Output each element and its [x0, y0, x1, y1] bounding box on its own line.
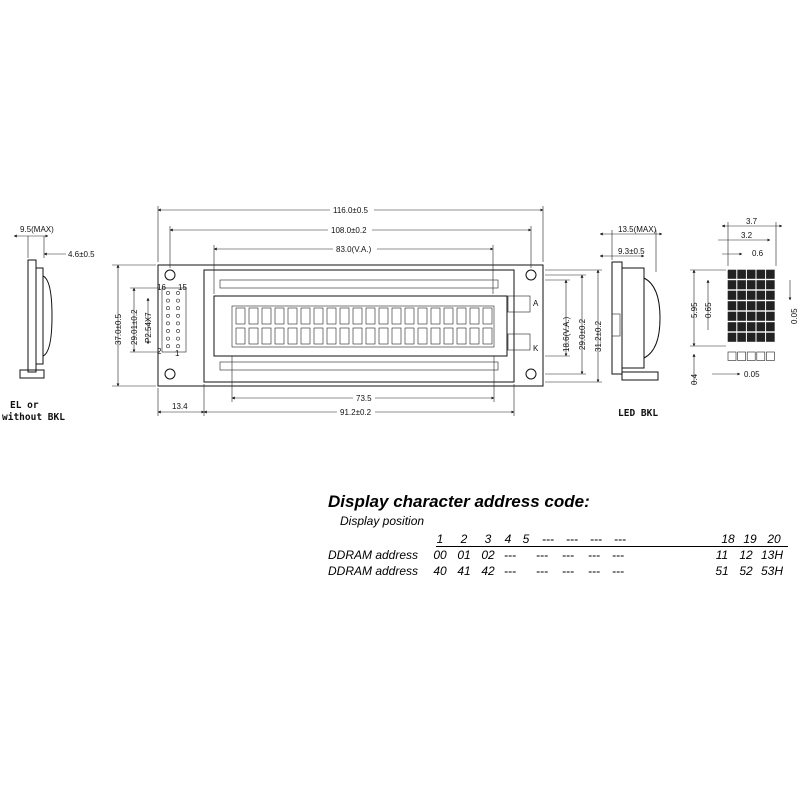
cursor-dot — [747, 352, 755, 361]
matrix-dot — [757, 291, 765, 300]
char-cell — [288, 308, 297, 324]
pcb-outline — [158, 265, 543, 386]
position-underline — [436, 546, 788, 547]
ddram-row-2 — [328, 564, 788, 580]
pin — [166, 337, 169, 340]
ddram-row-2-cell: --- — [562, 564, 574, 578]
pin — [166, 329, 169, 332]
matrix-dot — [728, 333, 736, 342]
matrix-dot — [747, 333, 755, 342]
char-cell — [301, 308, 310, 324]
ddram-row-1 — [328, 548, 788, 564]
pin — [166, 345, 169, 348]
matrix-dot — [747, 323, 755, 332]
char-cell — [405, 328, 414, 344]
pin — [166, 299, 169, 302]
dim-dot-gap: 0.05 — [790, 308, 799, 324]
ddram-row-2-cell: 51 — [715, 564, 729, 578]
dim-side-left-max: 9.5(MAX) — [20, 225, 54, 234]
matrix-dot — [766, 302, 774, 311]
cursor-dot — [766, 352, 774, 361]
char-cell — [288, 328, 297, 344]
dim-offset-left: 13.4 — [172, 402, 188, 411]
position-cell: --- — [542, 532, 554, 546]
matrix-dot — [766, 291, 774, 300]
matrix-dot — [728, 323, 736, 332]
char-cell — [444, 308, 453, 324]
ddram-row-1-cell: --- — [588, 548, 600, 562]
position-cell: 1 — [436, 532, 444, 546]
char-cell — [457, 328, 466, 344]
char-cell — [353, 308, 362, 324]
char-cell — [262, 308, 271, 324]
char-cell — [327, 308, 336, 324]
matrix-dot — [757, 270, 765, 279]
matrix-dot — [738, 302, 746, 311]
dim-overall-height: 37.0±0.5 — [114, 313, 123, 345]
char-cell — [470, 328, 479, 344]
ddram-row-1-cell: --- — [562, 548, 574, 562]
cursor-dot — [728, 352, 736, 361]
matrix-dot — [738, 281, 746, 290]
cathode-label: K — [533, 344, 539, 353]
mount-hole-tl — [165, 270, 175, 280]
matrix-dot — [757, 302, 765, 311]
pin-16-label: 16 — [157, 283, 166, 292]
ddram-row-2-cell: --- — [588, 564, 600, 578]
ddram-row-1-cell: 02 — [481, 548, 495, 562]
ddram-row-2-cell: --- — [536, 564, 548, 578]
char-cell — [431, 328, 440, 344]
address-code-subtitle: Display position — [340, 514, 425, 528]
position-cell: 20 — [767, 532, 781, 546]
matrix-dot — [747, 302, 755, 311]
ddram-row-1-cell: 12 — [739, 548, 753, 562]
position-cell: 19 — [743, 532, 757, 546]
matrix-dot — [728, 312, 736, 321]
matrix-dot — [728, 291, 736, 300]
pin — [176, 307, 179, 310]
dim-cursor-gap: 0.4 — [690, 373, 699, 385]
char-cell — [249, 308, 258, 324]
dim-hole-spacing: 108.0±0.2 — [331, 226, 367, 235]
ddram-row-2-cell: --- — [504, 564, 516, 578]
ddram-row-2-cell: 52 — [739, 564, 753, 578]
position-cell: --- — [590, 532, 602, 546]
matrix-dot — [757, 323, 765, 332]
position-cell: 18 — [721, 532, 735, 546]
left-side-view — [14, 225, 95, 378]
char-cell — [418, 308, 427, 324]
matrix-dot — [766, 281, 774, 290]
char-cell — [275, 308, 284, 324]
pin — [176, 345, 179, 348]
pin — [166, 307, 169, 310]
position-cell: 3 — [484, 532, 492, 546]
matrix-dot — [738, 291, 746, 300]
matrix-dot — [747, 291, 755, 300]
matrix-dot — [757, 281, 765, 290]
matrix-dot — [728, 302, 736, 311]
ddram-row-1-cell: --- — [536, 548, 548, 562]
dim-dot-pitch-h: 3.2 — [741, 231, 753, 240]
ddram-row-2-cell: 42 — [481, 564, 495, 578]
character-cells — [236, 308, 492, 344]
matrix-dot — [728, 270, 736, 279]
dim-va-height: 18.6(V.A.) — [562, 316, 571, 352]
char-cell — [236, 328, 245, 344]
matrix-dot — [766, 270, 774, 279]
char-cell — [392, 308, 401, 324]
char-cell — [418, 328, 427, 344]
address-code-section — [328, 492, 788, 578]
char-cell — [314, 308, 323, 324]
cursor-dot — [757, 352, 765, 361]
dim-side-right-gap: 9.3±0.5 — [618, 247, 645, 256]
label-without-bkl: without BKL — [2, 412, 65, 423]
matrix-dot — [738, 312, 746, 321]
position-cell: 2 — [460, 532, 468, 546]
pin — [176, 322, 179, 325]
char-cell — [236, 308, 245, 324]
char-cell — [314, 328, 323, 344]
ddram-row-2-cell: --- — [612, 564, 624, 578]
position-cell: 5 — [522, 532, 530, 546]
dim-va-width: 83.0(V.A.) — [336, 245, 372, 254]
pins — [166, 291, 179, 347]
bezel — [204, 270, 514, 382]
dim-side-right-max: 13.5(MAX) — [618, 225, 657, 234]
ddram-row-1-cell: 13H — [760, 548, 783, 562]
right-side-view — [600, 225, 662, 380]
ddram-row-2-label: DDRAM address — [328, 564, 419, 578]
matrix-dot — [757, 312, 765, 321]
ddram-row-1-cell: 01 — [457, 548, 471, 562]
pin — [176, 337, 179, 340]
dim-pin-span: 29.01±0.2 — [130, 309, 139, 345]
char-cell — [262, 328, 271, 344]
matrix-dot — [738, 270, 746, 279]
dim-cursor-gap-h: 0.05 — [744, 370, 760, 379]
position-cell: --- — [614, 532, 626, 546]
char-cell — [444, 328, 453, 344]
matrix-dot — [747, 281, 755, 290]
char-cell — [366, 328, 375, 344]
char-cell — [353, 328, 362, 344]
dim-char-height: 5.95 — [690, 302, 699, 318]
char-cell — [431, 308, 440, 324]
pin-header — [162, 288, 186, 352]
pin — [176, 314, 179, 317]
position-cell: --- — [566, 532, 578, 546]
matrix-dot — [757, 333, 765, 342]
mount-hole-br — [526, 369, 536, 379]
label-el-bkl: EL or — [10, 400, 39, 411]
pin — [176, 299, 179, 302]
char-cell — [483, 308, 492, 324]
dot-matrix-detail — [690, 217, 799, 385]
pin — [166, 291, 169, 294]
pin-15-label: 15 — [178, 283, 187, 292]
mount-hole-tr — [526, 270, 536, 280]
char-cell — [301, 328, 310, 344]
char-cell — [327, 328, 336, 344]
pin — [166, 314, 169, 317]
dim-hole-vspacing: 29.0±0.2 — [578, 318, 587, 350]
pin-2-label: 2 — [157, 347, 162, 356]
dim-char-width: 3.7 — [746, 217, 758, 226]
dim-pin-pitch: P2.54X7 — [144, 312, 153, 343]
ddram-row-2-cell: 40 — [433, 564, 447, 578]
char-cell — [470, 308, 479, 324]
dim-side-left-gap: 4.6±0.5 — [68, 250, 95, 259]
dim-dot-width: 0.6 — [752, 249, 764, 258]
char-cell — [405, 308, 414, 324]
dim-dot-height: 0.65 — [704, 302, 713, 318]
matrix-dot — [766, 323, 774, 332]
label-led-bkl: LED BKL — [618, 408, 659, 419]
char-cell — [379, 308, 388, 324]
matrix-dot — [747, 312, 755, 321]
ddram-row-1-label: DDRAM address — [328, 548, 419, 562]
char-cell — [392, 328, 401, 344]
dim-active-width: 73.5 — [356, 394, 372, 403]
matrix-dot — [747, 270, 755, 279]
char-cell — [379, 328, 388, 344]
char-cell — [457, 308, 466, 324]
ddram-row-1-cell: --- — [612, 548, 624, 562]
character-dots — [728, 270, 774, 361]
char-cell — [275, 328, 284, 344]
char-cell — [249, 328, 258, 344]
pin — [176, 329, 179, 332]
pin-1-label: 1 — [175, 349, 180, 358]
ddram-row-1-cell: 00 — [433, 548, 447, 562]
anode-label: A — [533, 299, 539, 308]
char-cell — [340, 308, 349, 324]
dim-window-height: 31.2±0.2 — [594, 320, 603, 352]
mount-hole-bl — [165, 369, 175, 379]
cursor-dot — [738, 352, 746, 361]
matrix-dot — [738, 333, 746, 342]
display-position-row — [328, 532, 788, 548]
char-cell — [366, 308, 375, 324]
front-view — [112, 204, 603, 417]
dim-overall-width: 116.0±0.5 — [333, 206, 368, 215]
address-code-title: Display character address code: — [328, 492, 590, 511]
char-cell — [340, 328, 349, 344]
matrix-dot — [738, 323, 746, 332]
pin — [166, 322, 169, 325]
matrix-dot — [728, 281, 736, 290]
dim-window-width: 91.2±0.2 — [340, 408, 372, 417]
matrix-dot — [766, 312, 774, 321]
ddram-row-2-cell: 53H — [760, 564, 783, 578]
position-cell: 4 — [504, 532, 512, 546]
char-cell — [483, 328, 492, 344]
matrix-dot — [766, 333, 774, 342]
ddram-row-2-cell: 41 — [457, 564, 471, 578]
ddram-row-1-cell: --- — [504, 548, 516, 562]
ddram-row-1-cell: 11 — [715, 548, 729, 562]
